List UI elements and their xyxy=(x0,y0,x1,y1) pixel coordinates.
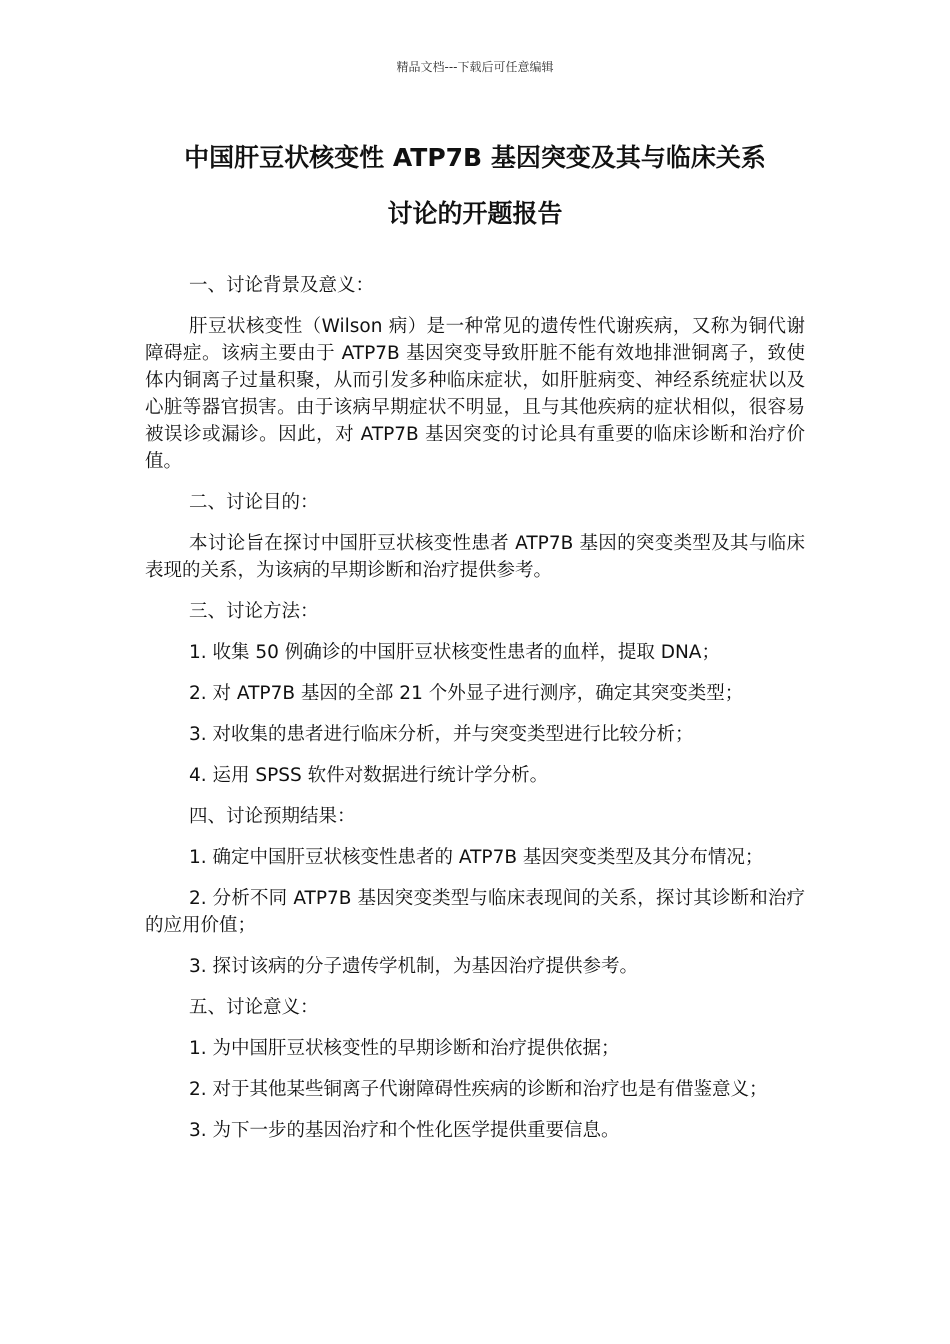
section-3-item: 1. 收集 50 例确诊的中国肝豆状核变性患者的血样，提取 DNA； xyxy=(189,642,720,663)
section-5-heading: 五、讨论意义： xyxy=(189,997,319,1018)
section-3-heading: 三、讨论方法： xyxy=(189,601,319,622)
document-body xyxy=(145,272,805,1158)
section-5-item: 3. 为下一步的基因治疗和个性化医学提供重要信息。 xyxy=(189,1120,620,1141)
section-5-item: 1. 为中国肝豆状核变性的早期诊断和治疗提供依据； xyxy=(189,1038,620,1059)
page-header-note: 精品文档---下载后可任意编辑 xyxy=(396,60,554,74)
section-4-heading: 四、讨论预期结果： xyxy=(189,806,356,827)
section-4-item: 1. 确定中国肝豆状核变性患者的 ATP7B 基因突变类型及其分布情况； xyxy=(189,847,764,868)
section-3-item: 4. 运用 SPSS 软件对数据进行统计学分析。 xyxy=(189,765,549,786)
section-5-item: 2. 对于其他某些铜离子代谢障碍性疾病的诊断和治疗也是有借鉴意义； xyxy=(189,1079,768,1100)
section-4-item: 3. 探讨该病的分子遗传学机制，为基因治疗提供参考。 xyxy=(189,956,639,977)
section-1-heading: 一、讨论背景及意义： xyxy=(189,275,375,296)
section-1-paragraph: 肝豆状核变性（Wilson 病）是一种常见的遗传性代谢疾病，又称为铜代谢障碍症。该病主要由于 ATP7B 基因突变导致肝脏不能有效地排泄铜离子，致使体内铜离子过量积聚，从而引发多种临床症状，如肝脏病变、神经系统症状以及心脏等器官损害。由于该病早期症状不明显，且与其他疾病的症状相似，很容易被误诊或漏诊。因此，对 ATP7B 基因突变的讨论具有重要的临床诊断和治疗价值。 xyxy=(145,316,805,472)
section-3-item: 3. 对收集的患者进行临床分析，并与突变类型进行比较分析； xyxy=(189,724,694,745)
document-title-line-1: 中国肝豆状核变性 ATP7B 基因突变及其与临床关系 xyxy=(184,143,766,172)
section-2-paragraph: 本讨论旨在探讨中国肝豆状核变性患者 ATP7B 基因的突变类型及其与临床表现的关系，为该病的早期诊断和治疗提供参考。 xyxy=(145,533,805,581)
document-title-line-2: 讨论的开题报告 xyxy=(387,199,563,228)
section-4-item: 2. 分析不同 ATP7B 基因突变类型与临床表现间的关系，探讨其诊断和治疗的应用价值； xyxy=(145,888,805,936)
section-2-heading: 二、讨论目的： xyxy=(189,492,319,513)
section-3-item: 2. 对 ATP7B 基因的全部 21 个外显子进行测序，确定其突变类型； xyxy=(189,683,744,704)
